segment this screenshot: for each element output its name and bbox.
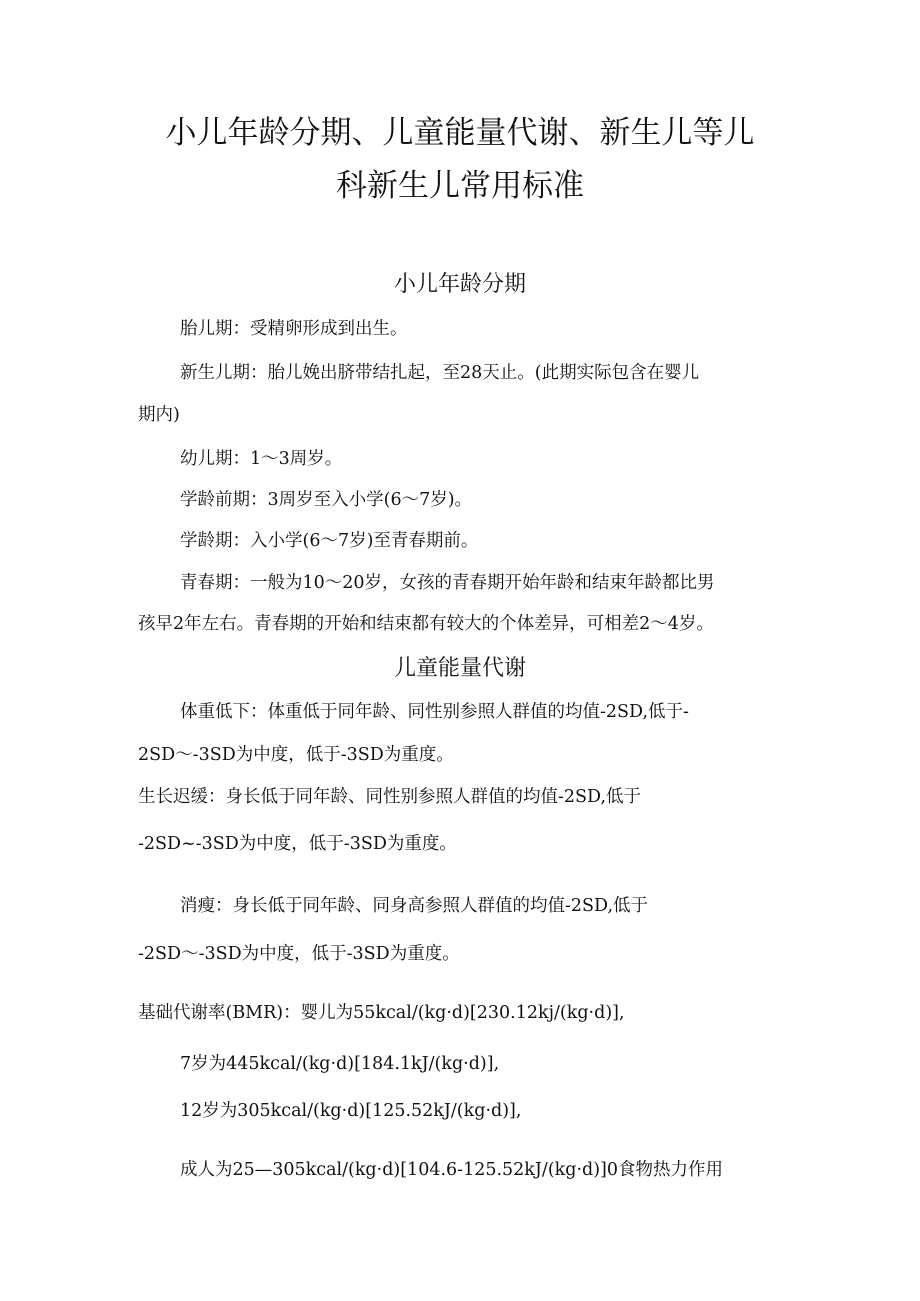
paragraph-neonatal-period-line-1: 新生儿期：胎儿娩出脐带结扎起，至28天止。(此期实际包含在婴儿 <box>180 363 700 383</box>
document-title-line-1: 小儿年龄分期、儿童能量代谢、新生儿等儿 <box>165 115 755 151</box>
paragraph-wasting-line-1: 消瘦：身长低于同年龄、同身高参照人群值的均值-2SD,低于 <box>180 896 649 916</box>
paragraph-puberty-line-2: 孩早2年左右。青春期的开始和结束都有较大的个体差异，可相差2～4岁。 <box>138 614 714 634</box>
section-heading-energy-metabolism: 儿童能量代谢 <box>393 656 526 681</box>
paragraph-toddler-period: 幼儿期：1～3周岁。 <box>180 449 343 469</box>
paragraph-bmr-line-3: 12岁为305kcal/(kg·d)[125.52kJ/(kg·d)], <box>180 1101 522 1121</box>
paragraph-bmr-line-1: 基础代谢率(BMR)：婴儿为55kcal/(kg·d)[230.12kj/(kg·d)], <box>138 1003 625 1023</box>
paragraph-stunting-line-1: 生长迟缓：身长低于同年龄、同性别参照人群值的均值-2SD,低于 <box>138 787 642 807</box>
paragraph-puberty-line-1: 青春期：一般为10～20岁，女孩的青春期开始年龄和结束年龄都比男 <box>180 573 715 593</box>
paragraph-bmr-line-4: 成人为25—305kcal/(kg·d)[104.6-125.52kJ/(kg·d)]0食物热力作用 <box>180 1160 724 1180</box>
paragraph-school-period: 学龄期：入小学(6～7岁)至青春期前。 <box>180 531 479 551</box>
paragraph-wasting-line-2: -2SD～-3SD为中度，低于-3SD为重度。 <box>138 944 460 964</box>
paragraph-fetal-period: 胎儿期：受精卵形成到出生。 <box>180 319 408 339</box>
paragraph-underweight-line-2: 2SD～-3SD为中度，低于-3SD为重度。 <box>138 745 454 765</box>
paragraph-preschool-period: 学龄前期：3周岁至入小学(6～7岁)。 <box>180 490 473 510</box>
paragraph-neonatal-period-line-2: 期内) <box>138 405 180 425</box>
paragraph-bmr-line-2: 7岁为445kcal/(kg·d)[184.1kJ/(kg·d)], <box>180 1054 500 1074</box>
section-heading-age-periods: 小儿年龄分期 <box>393 272 526 297</box>
paragraph-stunting-line-2: -2SD~-3SD为中度，低于-3SD为重度。 <box>138 834 457 854</box>
paragraph-underweight-line-1: 体重低下：体重低于同年龄、同性别参照人群值的均值-2SD,低于- <box>180 702 689 722</box>
document-title-line-2: 科新生儿常用标准 <box>336 168 584 204</box>
